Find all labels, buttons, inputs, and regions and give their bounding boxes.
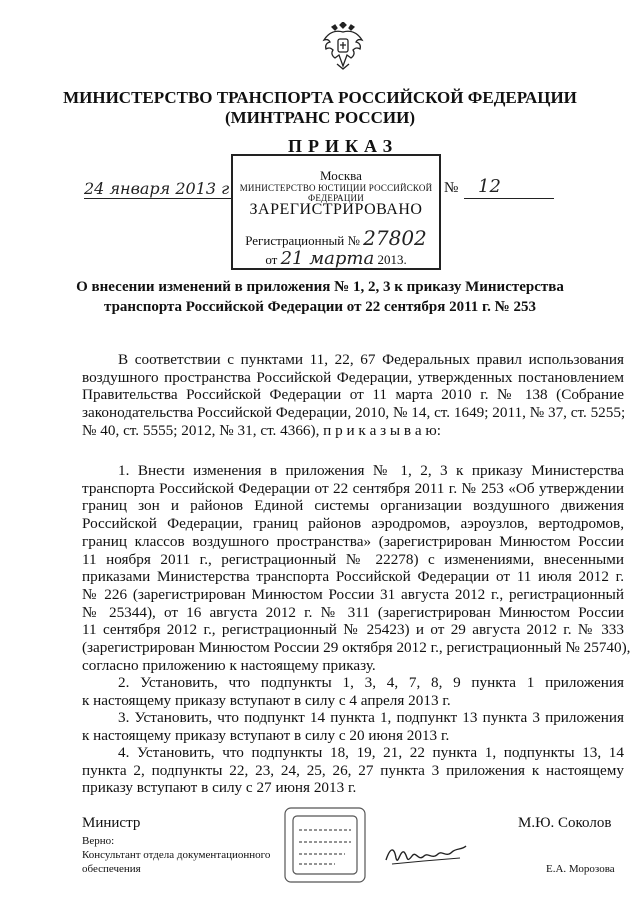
item-line: приказу вступают в силу с 27 июня 2013 г. [82, 779, 357, 797]
stamp-reg-number-label: Регистрационный № [245, 233, 360, 248]
item-line: 11 ноября 2011 г., регистрационный № 22278) с изменениями, внесенными [82, 550, 624, 568]
stamp-date-row [233, 248, 439, 269]
item-2-paragraph [82, 674, 624, 709]
stamp-registered: ЗАРЕГИСТРИРОВАНО [249, 201, 423, 218]
number-underline [464, 198, 554, 199]
item-line: к настоящему приказу вступают в силу с 20 июня 2013 г. [82, 726, 450, 744]
item-line: № 226 (зарегистрирован Минюстом России 31 августа 2012 г., регистрационный [82, 585, 624, 603]
order-date-handwritten: 24 января 2013 г [84, 179, 230, 198]
stamp-year: 2013. [377, 252, 407, 267]
preamble-line: № 40, ст. 5555; 2012, № 31, ст. 4366), п р и к а з ы в а ю: [82, 421, 442, 439]
stamp-date-prefix: от [265, 252, 278, 267]
order-number-label: № [444, 180, 459, 196]
item-line: согласно приложению к настоящему приказу. [82, 656, 376, 674]
ministry-short-name: (МИНТРАНС РОССИИ) [224, 108, 416, 127]
signatory-name: М.Ю. Соколов [518, 815, 612, 831]
signatory-position: Министр [82, 815, 141, 831]
item-line: 4. Установить, что подпункты 18, 19, 21, 22 пункта 1, подпункты 13, 14 [118, 744, 624, 761]
item-line: 2. Установить, что подпункты 1, 3, 4, 7, 8, 9 пункта 1 приложения [118, 674, 624, 691]
verification-stamp [275, 800, 375, 890]
stamp-date-handwritten: 21 марта [280, 248, 375, 269]
order-title-line-1: О внесении изменений в приложения № 1, 2, 3 к приказу Министерства [76, 279, 564, 295]
item-3-paragraph [82, 709, 624, 744]
order-number-handwritten: 12 [478, 176, 501, 197]
stamp-reg-number-row [233, 226, 439, 250]
item-line: 1. Внести изменения в приложения № 1, 2, 3 к приказу Министерства [118, 462, 624, 479]
item-1-paragraph [82, 462, 631, 674]
item-line: (зарегистрирован Минюстом России 29 октября 2012 г., регистрационный № 25740), [82, 639, 631, 657]
handwritten-signature [382, 838, 468, 872]
preamble-line: В соответствии с пунктами 11, 22, 67 Федеральных правил использования [118, 351, 624, 368]
stamp-authority: МИНИСТЕРСТВО ЮСТИЦИИ РОССИЙСКОЙ ФЕДЕРАЦИИ [239, 183, 433, 203]
verified-label: Верно: [82, 835, 115, 847]
date-underline [84, 198, 232, 199]
document-type: ПРИКАЗ [288, 136, 399, 156]
preamble-line: Правительства Российской Федерации от 11 марта 2010 г. № 138 (Собрание [82, 386, 624, 404]
preamble-line: законодательства Российской Федерации, 2010, № 14, ст. 1649; 2011, № 37, ст. 5255; [82, 404, 626, 422]
item-line: транспорта Российской Федерации от 22 сентября 2011 г. № 253 «Об утверждении [82, 479, 624, 497]
order-title-line-2: транспорта Российской Федерации от 22 сентября 2011 г. № 253 [104, 299, 536, 315]
item-line: 11 сентября 2012 г., регистрационный № 25423) и от 29 августа 2012 г. № 333 [82, 621, 624, 639]
item-line: 3. Установить, что подпункт 14 пункта 1, подпункт 13 пункта 3 приложения [118, 709, 624, 726]
item-line: границ классов воздушного пространства» (зарегистрирован Минюстом России [82, 532, 624, 550]
coat-of-arms-emblem [321, 22, 365, 70]
consultant-name: Е.А. Морозова [546, 863, 615, 875]
consultant-title-line-2: обеспечения [82, 863, 141, 875]
consultant-title-line-1: Консультант отдела документационного [82, 849, 271, 861]
preamble-line: воздушного пространства Российской Федерации, утвержденных постановлением [82, 368, 624, 386]
preamble-paragraph [82, 351, 624, 440]
stamp-reg-number: 27802 [363, 226, 427, 250]
item-line: № 25344), от 16 августа 2012 г. № 311 (зарегистрирован Минюстом России [82, 603, 624, 621]
item-line: пункта 2, подпункты 22, 23, 24, 25, 26, 27 пункта 3 приложения к настоящему [82, 761, 624, 779]
item-line: Российской Федерации, границ районов аэродромов, аэроузлов, вертодромов, [82, 515, 624, 533]
item-line: приказами Министерства транспорта Российской Федерации от 11 июля 2012 г. [82, 568, 624, 586]
item-4-paragraph [82, 744, 624, 797]
item-line: к настоящему приказу вступают в силу с 4 апреля 2013 г. [82, 691, 451, 709]
ministry-name: МИНИСТЕРСТВО ТРАНСПОРТА РОССИЙСКОЙ ФЕДЕРАЦИИ [63, 88, 577, 107]
city-name: Москва [320, 168, 362, 183]
item-line: границ зон и районов Единой системы организации воздушного движения [82, 497, 624, 515]
